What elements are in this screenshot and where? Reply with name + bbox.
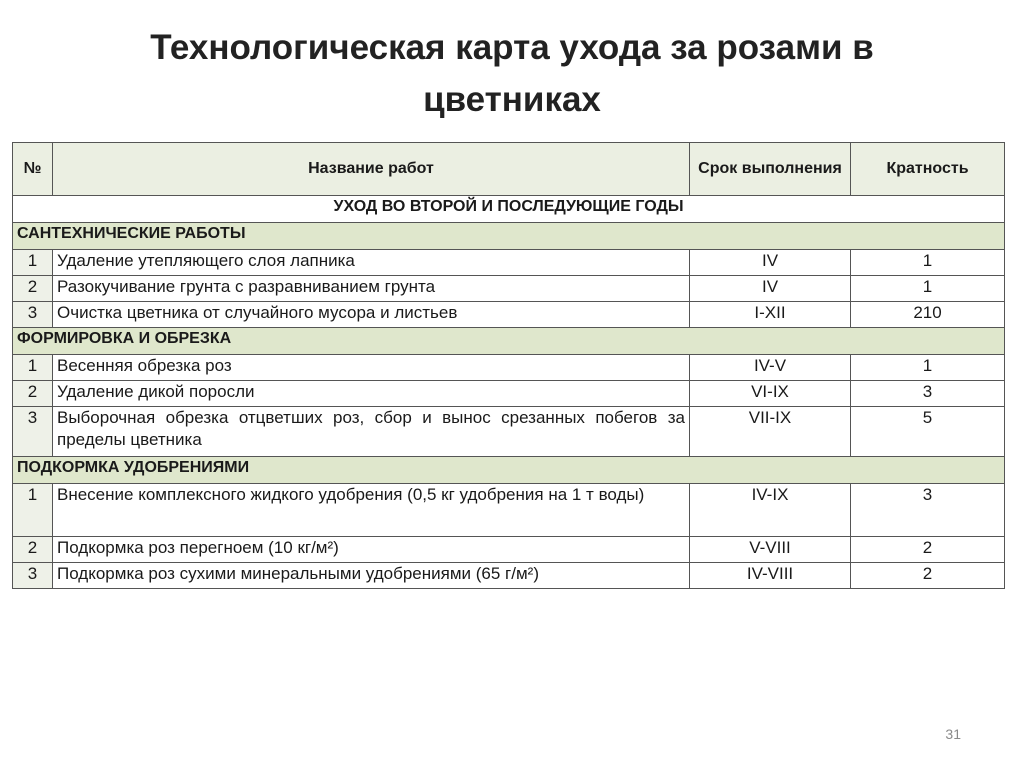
row-name: Удаление дикой поросли [53,381,690,407]
table-row [13,407,1005,457]
row-num: 3 [13,407,53,457]
row-period: IV-IX [690,484,851,537]
table-row [13,537,1005,563]
row-name: Выборочная обрезка отцветших роз, сбор и вынос срезанных побегов за пределы цветника [53,407,690,457]
header-num: № [13,143,53,196]
row-frequency: 2 [851,563,1005,589]
table-row [13,563,1005,589]
row-frequency: 1 [851,276,1005,302]
row-frequency: 3 [851,381,1005,407]
row-frequency: 1 [851,355,1005,381]
row-name: Подкормка роз перегноем (10 кг/м²) [53,537,690,563]
row-period: IV [690,250,851,276]
row-period: I-XII [690,302,851,328]
row-name: Очистка цветника от случайного мусора и листьев [53,302,690,328]
row-frequency: 2 [851,537,1005,563]
table-row [13,484,1005,537]
group-title: САНТЕХНИЧЕСКИЕ РАБОТЫ [13,223,1005,250]
row-frequency: 1 [851,250,1005,276]
row-frequency: 3 [851,484,1005,537]
header-name: Название работ [53,143,690,196]
group-title: ПОДКОРМКА УДОБРЕНИЯМИ [13,457,1005,484]
row-num: 1 [13,484,53,537]
table-row [13,302,1005,328]
page-number: 31 [945,726,961,742]
row-name: Удаление утепляющего слоя лапника [53,250,690,276]
row-num: 1 [13,250,53,276]
header-frequency: Кратность [851,143,1005,196]
row-num: 2 [13,381,53,407]
section-title: УХОД ВО ВТОРОЙ И ПОСЛЕДУЮЩИЕ ГОДЫ [13,196,1005,223]
table-row [13,276,1005,302]
row-num: 3 [13,302,53,328]
header-period: Срок выполнения [690,143,851,196]
group-title: ФОРМИРОВКА И ОБРЕЗКА [13,328,1005,355]
row-period: VI-IX [690,381,851,407]
group-row-sanitary [13,223,1005,250]
page-title: Технологическая карта ухода за розами в цветниках [150,28,874,119]
row-name: Весенняя обрезка роз [53,355,690,381]
care-table [12,142,1005,589]
row-period: V-VIII [690,537,851,563]
table-row [13,381,1005,407]
table-header-row [13,143,1005,196]
row-period: IV-VIII [690,563,851,589]
row-num: 1 [13,355,53,381]
row-name: Подкормка роз сухими минеральными удобрениями (65 г/м²) [53,563,690,589]
group-row-fertilizing [13,457,1005,484]
group-row-pruning [13,328,1005,355]
row-name: Разокучивание грунта с разравниванием грунта [53,276,690,302]
row-num: 3 [13,563,53,589]
table-row [13,355,1005,381]
row-period: IV-V [690,355,851,381]
row-num: 2 [13,537,53,563]
row-num: 2 [13,276,53,302]
row-name: Внесение комплексного жидкого удобрения (0,5 кг удобрения на 1 т воды) [53,484,690,537]
row-period: IV [690,276,851,302]
row-frequency: 5 [851,407,1005,457]
table-row [13,250,1005,276]
section-title-row [13,196,1005,223]
row-period: VII-IX [690,407,851,457]
row-frequency: 210 [851,302,1005,328]
